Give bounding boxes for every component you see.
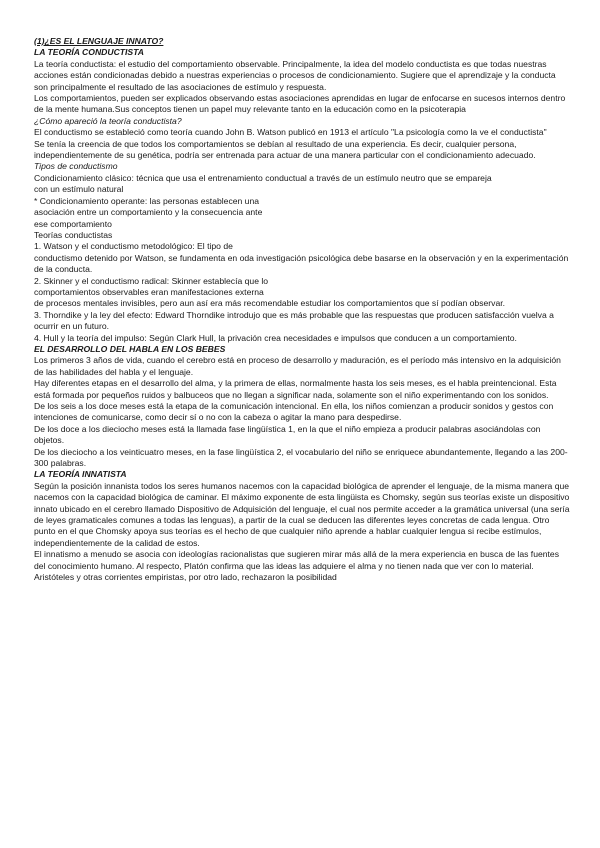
- list-item: 3. Thorndike y la ley del efecto: Edward Thorndike introdujo que es más probable que las respuestas que producen satisfacción vuelva a ocurrir en un futuro.: [34, 309, 554, 332]
- heading-desarrollo-habla: EL DESARROLLO DEL HABLA EN LOS BEBES: [34, 343, 226, 354]
- paragraph: de procesos mentales invisibles, pero aun así era más recomendable estudiar los comportamientos que sí podían observar.: [34, 298, 506, 309]
- document-title: (1)¿ES EL LENGUAJE INNATO?: [34, 36, 164, 46]
- paragraph: El conductismo se estableció como teoría cuando John B. Watson publicó en 1913 el artículo "La psicología como la ve el conductista": [34, 127, 547, 138]
- heading-teoria-innatista: LA TEORÍA INNATISTA: [34, 469, 127, 480]
- paragraph: Se tenía la creencia de que todos los comportamientos se debían al resultado de una experiencia. Es decir, cualquier persona, independientemente de su genética, podría ser entrenada para actuar de una manera particular con el condicionamiento adecuado.: [34, 138, 536, 161]
- paragraph: Los comportamientos, pueden ser explicados observando estas asociaciones aprendidas en lugar de enfocarse en sucesos internos dentro de la mente humana.Sus conceptos tienen un papel muy relevante tanto en la educación como en la psicoterapia: [34, 93, 566, 115]
- paragraph: Los primeros 3 años de vida, cuando el cerebro está en proceso de desarrollo y maduración, es el período más intensivo en la adquisición de las habilidades del habla y el lenguaje.: [34, 355, 561, 377]
- paragraph: La teoría conductista: el estudio del comportamiento observable. Principalmente, la idea del modelo conductista es que todas nuestras acciones están condicionadas debido a nuestras experiencias o procesos de condicionamiento. Sugiere que el aprendizaje y la conducta son principalmente el resultado de las asociaciones de estímulo y respuesta.: [34, 58, 556, 92]
- paragraph: De los dieciocho a los veinticuatro meses, en la fase lingüística 2, el vocabulario del niño se enriquece abundantemente, llegando a las 200-300 palabras.: [34, 446, 568, 469]
- paragraph: comportamientos observables eran manifestaciones externa: [34, 286, 264, 297]
- paragraph: De los seis a los doce meses está la etapa de la comunicación intencional. En ella, los niños comienzan a producir sonidos y gestos con intenciones de comunicarse, como decir sí o no con la cabeza o agitar la mano para despedirse.: [34, 401, 554, 423]
- paragraph: El innatismo a menudo se asocia con ideologías racionalistas que sugieren mirar más allá de la mera experiencia en busca de las fuentes del conocimiento humano. Al respecto, Platón confirma que las ideas las adquiere el alma y no tienen nada que ver con lo material. Aristóteles y otras corrientes empiristas, por otro lado, rechazaron la posibilidad: [34, 549, 559, 583]
- paragraph: asociación entre un comportamiento y la consecuencia ante: [34, 207, 263, 218]
- paragraph: Según la posición innanista todos los seres humanos nacemos con la capacidad biológica de aprender el lenguaje, de la misma manera que nacemos con la capacidad biológica de caminar. El máximo exponente de esta lingüista es Chomsky, según sus teorías existe un dispositivo innato ubicado en el cerebro llamado Dispositivo de Adquisición del lenguaje, el cual nos permite acceder a la gramática universal (una sería de leyes gramaticales comunes a todas las lenguas), a partir de la cual se deducen las diferentes leyes concretas de cada lengua. Otro punto en el que Chomsky apoya sus teorías es el hecho de que cualquier niño aprende a hablar cualquier lengua si recibe estímulos, independientemente de la calidad de estos.: [34, 480, 570, 548]
- heading-teoria-conductista: LA TEORÍA CONDUCTISTA: [34, 47, 144, 58]
- paragraph: * Condicionamiento operante: las personas establecen una: [34, 195, 260, 206]
- paragraph: ese comportamiento: [34, 218, 112, 229]
- paragraph: con un estímulo natural: [34, 184, 124, 195]
- list-item: 4. Hull y la teoría del impulso: Según Clark Hull, la privación crea necesidades e impulsos que conducen a un comportamiento.: [34, 332, 517, 343]
- paragraph: De los doce a los dieciocho meses está la llamada fase lingüística 1, en la que el niño empieza a producir palabras asociándolas con objetos.: [34, 423, 541, 446]
- paragraph: conductismo detenido por Watson, se fundamenta en oda investigación psicológica debe basarse en la observación y en la experimentación de la conducta.: [34, 252, 569, 275]
- paragraph: Teorías conductistas: [34, 229, 113, 240]
- subheading-aparicion: ¿Cómo apareció la teoría conductista?: [34, 115, 182, 126]
- list-item: 2. Skinner y el conductismo radical: Skinner establecía que lo: [34, 275, 269, 286]
- document-page: [34, 36, 570, 584]
- paragraph: Hay diferentes etapas en el desarrollo del alma, y la primera de ellas, normalmente hasta los seis meses, es el habla preintencional. Esta está formada por pequeños ruidos y balbuceos que no llegan a significar nada, solamente son el niño experimentando con los sonidos.: [34, 378, 557, 400]
- list-item: 1. Watson y el conductismo metodológico: El tipo de: [34, 241, 233, 252]
- subheading-tipos: Tipos de conductismo: [34, 161, 118, 172]
- paragraph: Condicionamiento clásico: técnica que usa el entrenamiento conductual a través de un estímulo neutro que se empareja: [34, 172, 492, 183]
